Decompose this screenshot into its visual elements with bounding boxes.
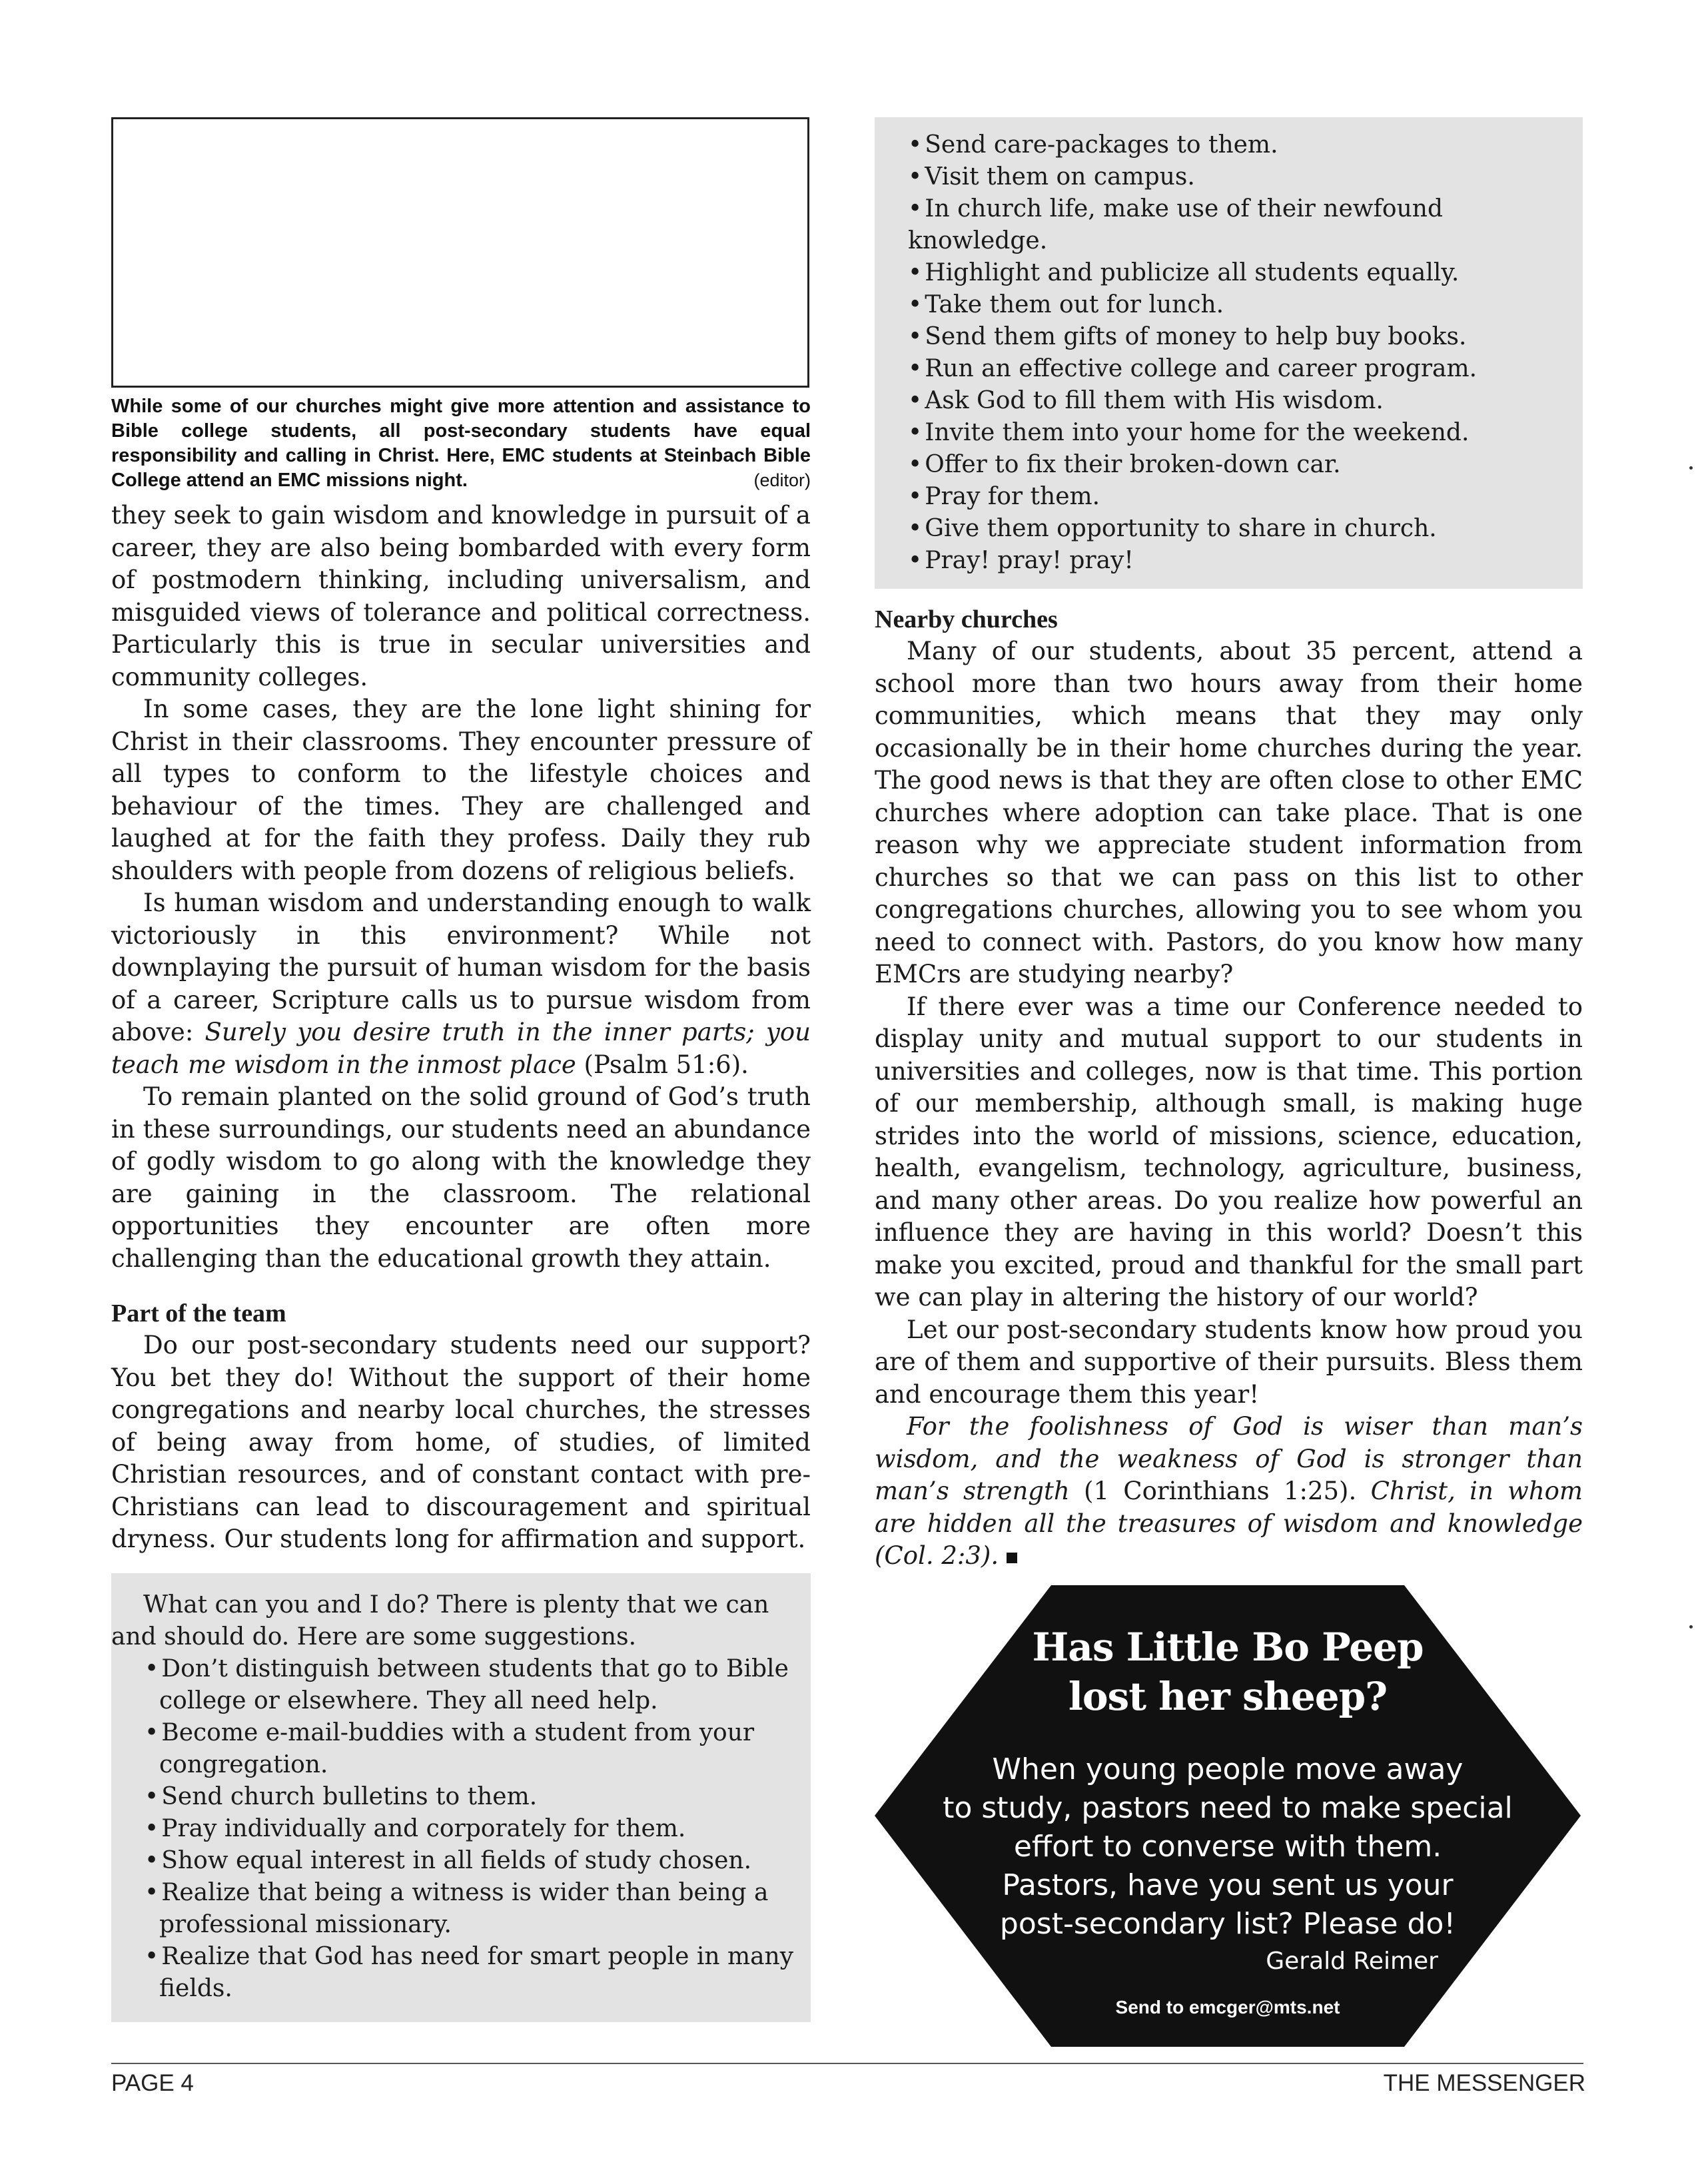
- paragraph: To remain planted on the solid ground of God’s truth in these surroundings, our students need an abundance of godly wisdom to go along with the knowledge they are gaining in the classroom. The relational opportunities they encounter are often more challenging than the educational growth they attain.: [111, 1082, 811, 1273]
- list-item: • Send them gifts of money to help buy books.: [908, 321, 1576, 353]
- suggestions-list: [111, 1653, 804, 2005]
- subhead-nearby-churches: Nearby churches: [875, 605, 1058, 633]
- paragraph-text: Is human wisdom and understanding enough to walk victoriously in this environment? While not downplaying the pursuit of human wisdom for the basis of a career, Scripture calls us to pursue wisdom from above:: [111, 889, 811, 1046]
- list-item: • Run an effective college and career program.: [908, 353, 1576, 385]
- paragraph: they seek to gain wisdom and knowledge in pursuit of a career, they are also being bombarded with every form of postmodern thinking, including universalism, and misguided views of tolerance and political correctness. Particularly this is true in secular universities and community colleges.: [111, 501, 811, 691]
- caption-credit: (editor): [753, 470, 811, 490]
- scripture-quote: Christ, in whom are hidden all the treasures of wisdom and knowledge (Col. 2:3).: [875, 1477, 1583, 1570]
- suggestions-sidebar: [111, 1573, 811, 2022]
- list-item: • Offer to fix their broken-down car.: [908, 449, 1576, 481]
- end-of-article-mark: [1007, 1553, 1017, 1563]
- scan-mark: [1689, 1625, 1693, 1629]
- list-item: • Highlight and publicize all students equally.: [908, 257, 1576, 289]
- list-item: • Realize that being a witness is wider than being a professional missionary.: [145, 1877, 804, 1941]
- ad-body-line: to study, pastors need to make special: [943, 1791, 1513, 1825]
- scan-mark: [1689, 466, 1693, 470]
- right-article-text: [875, 635, 1583, 1573]
- photo-placeholder: [111, 117, 809, 388]
- ad-body: [875, 1750, 1581, 1944]
- left-article-text: [111, 500, 811, 1275]
- paragraph: Do our post-secondary students need our support? You bet they do! Without the support of their home congregations and nearby local churches, the stresses of being away from home, of studies, of limited Christian resources, and of constant contact with pre-Christians can lead to discouragement and spiritual dryness. Our students long for affirmation and support.: [111, 1331, 811, 1553]
- ad-email[interactable]: Send to emcger@mts.net: [1115, 1997, 1340, 2017]
- list-item: • Invite them into your home for the weekend.: [908, 417, 1576, 449]
- list-item: • Take them out for lunch.: [908, 289, 1576, 321]
- ideas-sidebar: [875, 117, 1583, 589]
- scripture-quote: Surely you desire truth in the inner parts; you teach me wisdom in the inmost place: [111, 1018, 811, 1079]
- paragraph: Let our post-secondary students know how proud you are of them and supportive of their pursuits. Bless them and encourage them this year!: [875, 1315, 1583, 1409]
- suggestions-intro: What can you and I do? There is plenty that we can and should do. Here are some suggestions.: [111, 1591, 769, 1650]
- paragraph: [111, 887, 811, 1081]
- list-item: • Don’t distinguish between students that go to Bible college or elsewhere. They all need help.: [145, 1653, 804, 1717]
- bo-peep-advertisement: [875, 1585, 1581, 2047]
- list-item: • Ask God to fill them with His wisdom.: [908, 385, 1576, 417]
- footer-rule: [111, 2063, 1583, 2064]
- page-number: PAGE 4: [111, 2070, 194, 2096]
- list-item: • Pray! pray! pray!: [908, 545, 1576, 577]
- list-item: • Visit them on campus.: [908, 161, 1576, 193]
- paragraph: Many of our students, about 35 percent, attend a school more than two hours away from their home communities, which means that they may only occasionally be in their home churches during the year. The good news is that they are often close to other EMC churches where adoption can take place. That is one reason why we appreciate student information from churches so that we can pass on this list to other congregations churches, allowing you to see whom you need to connect with. Pastors, do you know how many EMCrs are studying nearby?: [875, 637, 1583, 988]
- scripture-reference: (1 Corinthians 1:25).: [1069, 1477, 1371, 1505]
- list-item: • Send church bulletins to them.: [145, 1781, 804, 1813]
- list-item: • Send care-packages to them.: [908, 129, 1576, 161]
- ad-body-line: Pastors, have you sent us your: [1002, 1868, 1454, 1902]
- ad-body-line: post-secondary list? Please do!: [999, 1907, 1456, 1941]
- list-item: • Pray individually and corporately for them.: [145, 1813, 804, 1845]
- caption-text: While some of our churches might give more attention and assistance to Bible college students, all post-secondary students have equal responsibility and calling in Christ. Here, EMC students at Steinbach Bible College attend an EMC missions night.: [111, 396, 811, 491]
- list-item: • Show equal interest in all fields of study chosen.: [145, 1845, 804, 1877]
- ad-content: [875, 1585, 1581, 2047]
- photo-caption: [111, 394, 811, 493]
- list-item: • Realize that God has need for smart people in many fields.: [145, 1941, 804, 2005]
- ad-body-line: When young people move away: [992, 1752, 1464, 1786]
- paragraph: [875, 1411, 1583, 1573]
- subhead-part-of-team: Part of the team: [111, 1299, 286, 1327]
- right-column: [875, 117, 1583, 1573]
- publication-name: THE MESSENGER: [1383, 2070, 1585, 2096]
- ad-signature: Gerald Reimer: [1266, 1948, 1438, 1975]
- ad-headline-line: lost her sheep?: [1068, 1674, 1388, 1719]
- list-item: • In church life, make use of their newfound knowledge.: [908, 193, 1576, 257]
- list-item: • Give them opportunity to share in church.: [908, 513, 1576, 545]
- ideas-list: [908, 129, 1576, 577]
- scripture-quote: For the foolishness of God is wiser than man’s wisdom, and the weakness of God is stronger than man’s strength: [875, 1412, 1583, 1505]
- ad-headline-line: Has Little Bo Peep: [1032, 1625, 1424, 1670]
- ad-headline: [875, 1623, 1581, 1721]
- list-item: • Become e-mail-buddies with a student from your congregation.: [145, 1717, 804, 1781]
- paragraph: If there ever was a time our Conference needed to display unity and mutual support to our students in universities and colleges, now is that time. This portion of our membership, although small, is making huge strides into the world of missions, science, education, health, evangelism, technology, agriculture, business, and many other areas. Do you realize how powerful an influence they are having in this world? Doesn’t this make you excited, proud and thankful for the small part we can play in altering the history of our world?: [875, 992, 1583, 1311]
- left-column: [111, 117, 811, 2022]
- paragraph: In some cases, they are the lone light shining for Christ in their classrooms. They encounter pressure of all types to conform to the lifestyle choices and behaviour of the times. They are challenged and laughed at for the faith they profess. Daily they rub shoulders with people from dozens of religious beliefs.: [111, 695, 811, 885]
- ad-body-line: effort to converse with them.: [1013, 1830, 1442, 1864]
- left-article-text-2: [111, 1329, 811, 1556]
- list-item: • Pray for them.: [908, 481, 1576, 513]
- scripture-reference: (Psalm 51:6).: [576, 1050, 749, 1079]
